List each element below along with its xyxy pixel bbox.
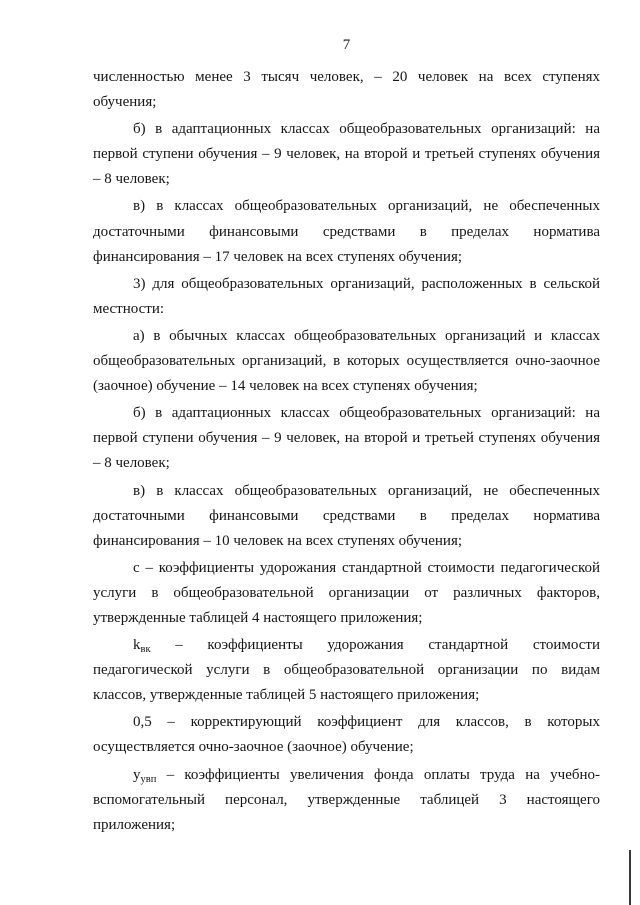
text-line: численностью менее 3 тысяч человек, – 20 человек на всех ступенях	[93, 69, 600, 85]
formula-symbol: у	[133, 766, 141, 783]
formula-subscript: вк	[140, 644, 151, 656]
text-line: обучения;	[93, 94, 157, 111]
paragraph-class-size-continuation	[93, 65, 600, 115]
text-line: 0,5 – корректирующий коэффициент для классов, в которых	[133, 714, 600, 731]
paragraph-rural-item-v-underfunded-classes	[93, 479, 600, 554]
text-line: финансирования – 10 человек на всех ступенях обучения;	[93, 532, 463, 549]
formula-subscript: увп	[140, 773, 157, 785]
text-line: вспомогательный персонал, утвержденные таблицей 3 настоящего	[93, 791, 600, 808]
document-body	[93, 65, 600, 838]
text-line: в) в классах общеобразовательных организаций, не обеспеченных	[133, 198, 600, 215]
text-line: а) в обычных классах общеобразовательных организаций и классах	[133, 327, 600, 344]
text-line: – 8 человек;	[93, 171, 170, 188]
text-line: с – коэффициенты удорожания стандартной стоимости педагогической	[133, 559, 600, 576]
paragraph-rural-item-a-regular-classes	[93, 324, 600, 399]
text-line: осуществляется очно-заочное (заочное) обучение;	[93, 739, 414, 756]
text-line: 3) для общеобразовательных организаций, расположенных в сельской	[133, 275, 600, 292]
text-line: финансирования – 17 человек на всех ступенях обучения;	[93, 248, 463, 265]
text-line: первой ступени обучения – 9 человек, на второй и третьей ступенях обучения	[93, 146, 600, 163]
text-line: б) в адаптационных классах общеобразовательных организаций: на	[133, 121, 600, 138]
paragraph-item-b-adaptive-classes	[93, 117, 600, 192]
page-number: 7	[342, 37, 351, 53]
text-line: в) в классах общеобразовательных организаций, не обеспеченных	[133, 482, 600, 499]
formula-symbol: k	[133, 637, 141, 654]
text-line: приложения;	[93, 816, 176, 833]
text-line: достаточными финансовыми средствами в пределах норматива	[93, 507, 600, 524]
text-line: (заочное) обучение – 14 человек на всех ступенях обучения;	[93, 378, 478, 395]
text-line: – 8 человек;	[93, 455, 170, 472]
text-line: услуги в общеобразовательной организации от различных факторов,	[93, 584, 600, 601]
text-line: б) в адаптационных классах общеобразовательных организаций: на	[133, 405, 600, 422]
definition-text: – коэффициенты удорожания стандартной стоимости	[175, 637, 601, 654]
paragraph-item-3-rural-organizations	[93, 272, 600, 322]
text-line: местности:	[93, 300, 165, 317]
paragraph-item-v-underfunded-classes	[93, 194, 600, 269]
definition-k-vk-coefficient	[93, 633, 600, 708]
definition-c-coefficient	[93, 556, 600, 631]
text-line: первой ступени обучения – 9 человек, на второй и третьей ступенях обучения	[93, 430, 600, 447]
text-line: классов, утвержденные таблицей 5 настоящего приложения;	[93, 687, 480, 704]
text-line: общеобразовательных организаций, в которых осуществляется очно-заочное	[93, 353, 600, 370]
definition-0-5-coefficient	[93, 710, 600, 760]
paragraph-rural-item-b-adaptive-classes	[93, 401, 600, 476]
definition-u-uvp-coefficient	[93, 763, 600, 838]
text-line	[93, 763, 600, 788]
text-line	[93, 633, 600, 658]
definition-text: – коэффициенты увеличения фонда оплаты труда на учебно-	[166, 766, 601, 783]
text-line: педагогической услуги в общеобразовательной организации по видам	[93, 662, 600, 679]
text-line: утвержденные таблицей 4 настоящего приложения;	[93, 609, 423, 626]
scan-edge-line	[629, 850, 631, 905]
text-line: достаточными финансовыми средствами в пределах норматива	[93, 223, 600, 240]
